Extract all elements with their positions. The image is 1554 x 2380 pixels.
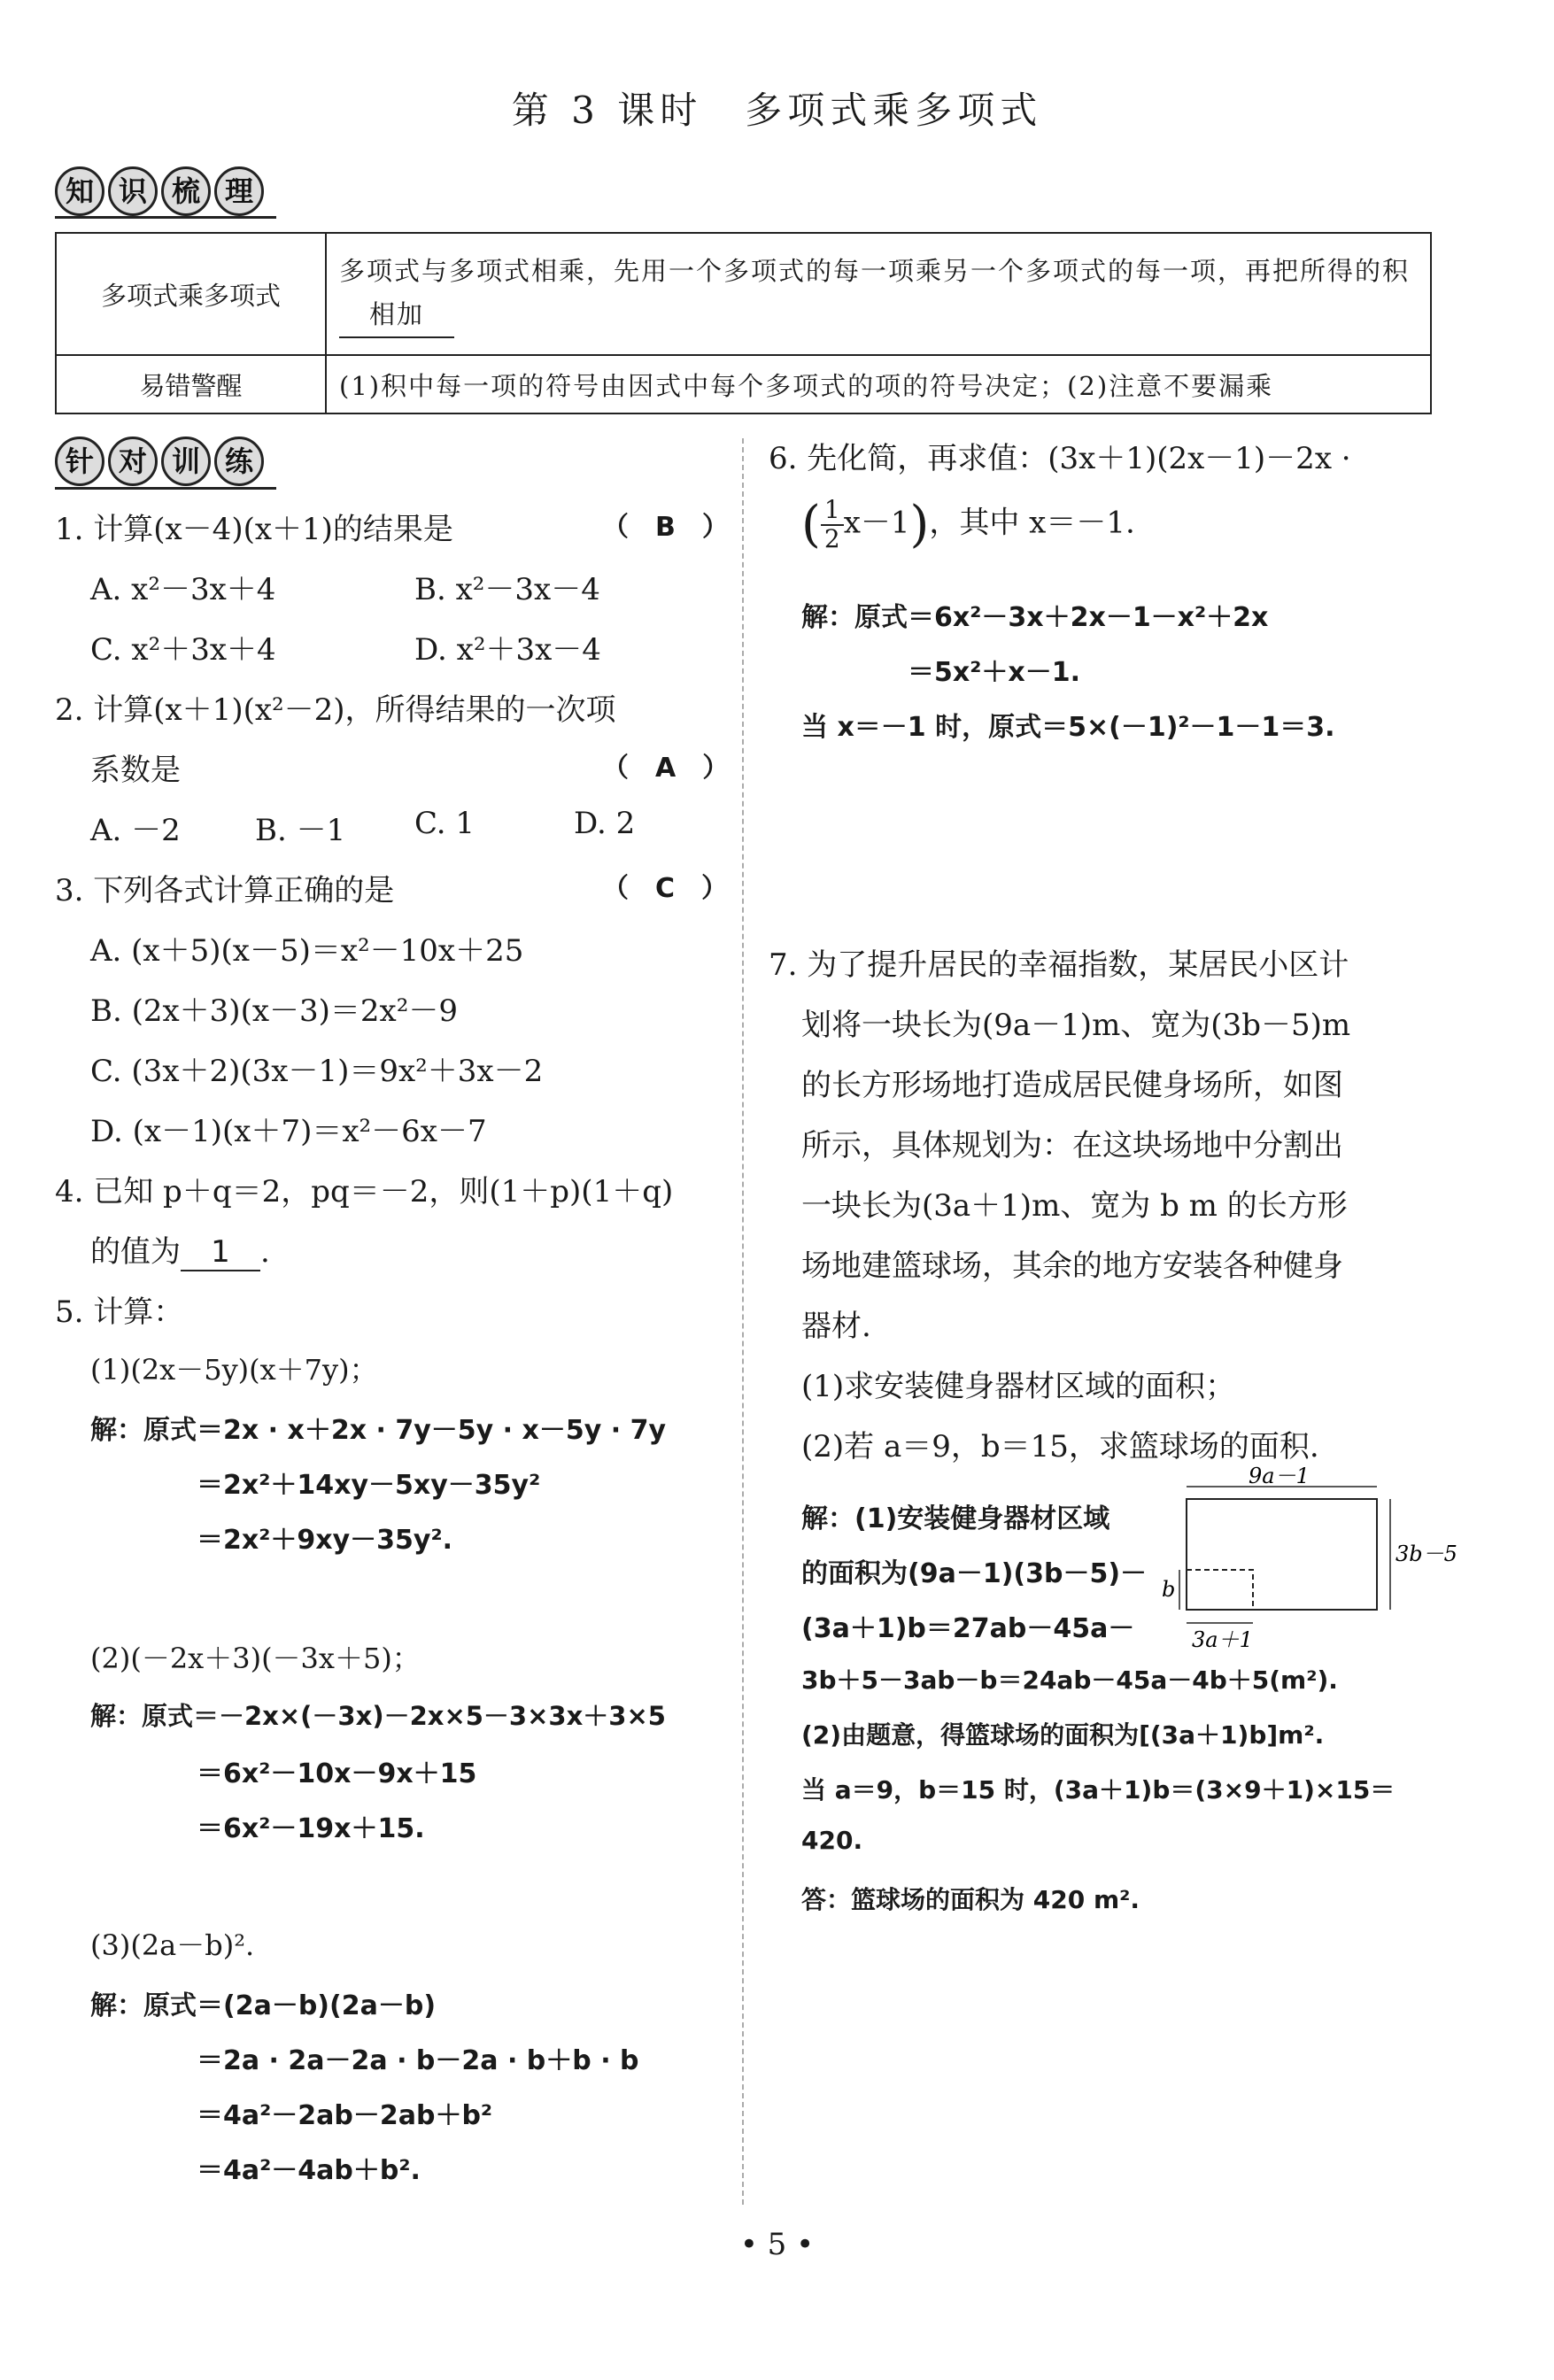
knowledge-table (55, 232, 1432, 414)
option-a: A. －2 (90, 813, 181, 848)
option-d: D. 2 (574, 806, 636, 841)
period: . (260, 1234, 270, 1270)
fig-label-left: b (1162, 1577, 1176, 1602)
badge-underline (55, 487, 276, 490)
rectangle-figure (1151, 1464, 1457, 1652)
question-1-answer: （ B ） (602, 512, 729, 543)
solution-line: ＝5x²＋x－1. (908, 657, 1080, 688)
question-6-cont (801, 496, 1135, 553)
solution-line: 解：原式＝(2a－b)(2a－b) (90, 1990, 437, 2021)
answer-blank: 相加 (339, 293, 454, 338)
option-b: B. －1 (255, 813, 346, 848)
solution-line: ＝2x²＋9xy－35y². (197, 1525, 452, 1556)
answer-blank: 1 (181, 1234, 260, 1271)
condition: ，其中 x＝－1. (929, 505, 1135, 541)
question-3-answer: （ C ） (602, 873, 729, 904)
solution-line: (2)由题意，得篮球场的面积为[(3a＋1)b]m². (801, 1720, 1325, 1750)
denominator: 2 (823, 523, 840, 553)
solution-line: 解：原式＝－2x×(－3x)－2x×5－3×3x＋3×5 (90, 1701, 666, 1731)
q5-part-3: (3)(2a－b)². (90, 1928, 255, 1962)
badge-char: 梳 (161, 166, 211, 216)
question-4-text: 的值为 (90, 1234, 181, 1270)
badge-char: 理 (214, 166, 264, 216)
solution-line: 解：(1)安装健身器材区域 (801, 1503, 1110, 1534)
solution-line: 解：原式＝6x²－3x＋2x－1－x²＋2x (801, 602, 1269, 633)
page-title: 第 3 课时 多项式乘多项式 (511, 89, 1043, 132)
option-b: B. (2x＋3)(x－3)＝2x²－9 (90, 993, 458, 1029)
fig-label-bottom: 3a＋1 (1192, 1627, 1253, 1652)
paren-left: ( (801, 496, 821, 553)
solution-line: ＝2a · 2a－2a · b－2a · b＋b · b (197, 2045, 639, 2076)
question-7-line: 所示，具体规划为：在这块场地中分割出 (801, 1128, 1343, 1163)
option-c: C. 1 (414, 806, 475, 841)
badge-char: 训 (161, 437, 211, 486)
outer-rectangle (1187, 1499, 1377, 1610)
solution-line: 解：原式＝2x · x＋2x · 7y－5y · x－5y · 7y (90, 1415, 667, 1446)
question-4: 4. 已知 p＋q＝2，pq＝－2，则(1＋p)(1＋q) (55, 1174, 674, 1209)
option-a: A. x²－3x＋4 (90, 572, 276, 607)
option-c: C. (3x＋2)(3x－1)＝9x²＋3x－2 (90, 1054, 544, 1089)
question-7-line: 划将一块长为(9a－1)m、宽为(3b－5)m (801, 1008, 1351, 1043)
question-7-line: 一块长为(3a＋1)m、宽为 b m 的长方形 (801, 1188, 1348, 1224)
q5-part-2: (2)(－2x＋3)(－3x＋5)； (90, 1642, 421, 1675)
table-row-head: 多项式乘多项式 (56, 233, 326, 355)
expr: x－1 (843, 505, 910, 541)
question-2-answer: （ A ） (602, 753, 730, 784)
q5-part-1: (1)(2x－5y)(x＋7y)； (90, 1353, 378, 1387)
paren-right: ) (909, 496, 930, 553)
solution-line: ＝2x²＋14xy－5xy－35y² (197, 1470, 541, 1501)
section-badge-knowledge (55, 166, 264, 216)
solution-line: 当 x＝－1 时，原式＝5×(－1)²－1－1＝3. (801, 712, 1335, 743)
question-5: 5. 计算： (55, 1294, 184, 1330)
question-1: 1. 计算(x－4)(x＋1)的结果是 (55, 512, 453, 547)
solution-line: 420. (801, 1826, 863, 1855)
option-d: D. x²＋3x－4 (414, 632, 601, 668)
court-rectangle (1187, 1570, 1253, 1610)
badge-char: 对 (108, 437, 158, 486)
solution-line: ＝6x²－19x＋15. (197, 1813, 425, 1844)
question-6: 6. 先化简，再求值：(3x＋1)(2x－1)－2x · (769, 441, 1351, 476)
solution-line: ＝6x²－10x－9x＋15 (197, 1758, 477, 1789)
table-row-body: (1)积中每一项的符号由因式中每个多项式的项的符号决定；(2)注意不要漏乘 (326, 355, 1431, 413)
fig-label-right: 3b－5 (1396, 1542, 1457, 1566)
rule-text: 多项式与多项式相乘，先用一个多项式的每一项乘另一个多项式的每一项，再把所得的积 (339, 255, 1411, 286)
question-3: 3. 下列各式计算正确的是 (55, 873, 395, 908)
question-7-line: (1)求安装健身器材区域的面积； (801, 1369, 1236, 1404)
column-divider (742, 438, 744, 2205)
question-7-line: 场地建篮球场，其余的地方安装各种健身 (801, 1248, 1343, 1284)
fraction-half (821, 494, 844, 553)
numerator: 1 (821, 497, 844, 526)
question-7-line: 器材. (801, 1309, 871, 1344)
option-b: B. x²－3x－4 (414, 572, 600, 607)
badge-char: 练 (214, 437, 264, 486)
option-a: A. (x＋5)(x－5)＝x²－10x＋25 (90, 933, 524, 969)
option-c: C. x²＋3x＋4 (90, 632, 276, 668)
fig-label-top: 9a－1 (1249, 1464, 1310, 1488)
question-2-cont: 系数是 (90, 753, 181, 788)
solution-line: (3a＋1)b＝27ab－45a－ (801, 1613, 1135, 1644)
badge-char: 针 (55, 437, 104, 486)
badge-char: 知 (55, 166, 104, 216)
badge-char: 识 (108, 166, 158, 216)
solution-line: 答：篮球场的面积为 420 m². (801, 1885, 1140, 1914)
option-d: D. (x－1)(x＋7)＝x²－6x－7 (90, 1114, 487, 1149)
page-number: • 5 • (739, 2227, 815, 2262)
solution-line: 当 a＝9，b＝15 时，(3a＋1)b＝(3×9＋1)×15＝ (801, 1775, 1396, 1804)
table-row-head: 易错警醒 (56, 355, 326, 413)
solution-line: ＝4a²－4ab＋b². (197, 2155, 421, 2186)
question-4-cont (90, 1227, 270, 1271)
badge-underline (55, 216, 276, 219)
question-7-line: (2)若 a＝9，b＝15，求篮球场的面积. (801, 1429, 1319, 1464)
question-7-line: 的长方形场地打造成居民健身场所，如图 (801, 1068, 1343, 1103)
question-7-line: 7. 为了提升居民的幸福指数，某居民小区计 (769, 947, 1349, 983)
solution-line: ＝4a²－2ab－2ab＋b² (197, 2100, 493, 2131)
table-row-body (326, 233, 1431, 355)
solution-line: 的面积为(9a－1)(3b－5)－ (801, 1558, 1148, 1589)
section-badge-practice (55, 437, 264, 486)
question-2: 2. 计算(x＋1)(x²－2)，所得结果的一次项 (55, 692, 616, 728)
solution-line: 3b＋5－3ab－b＝24ab－45a－4b＋5(m²). (801, 1665, 1338, 1695)
